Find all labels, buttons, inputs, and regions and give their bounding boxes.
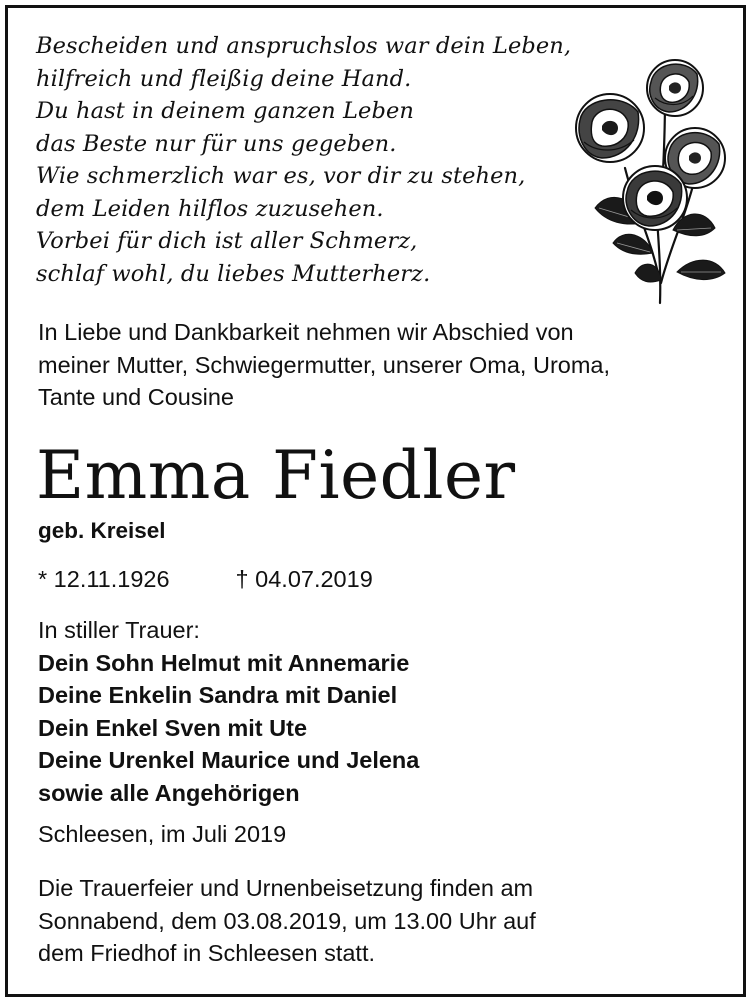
poem-line: dem Leiden hilflos zuzusehen.: [36, 195, 384, 222]
ceremony-line: dem Friedhof in Schleesen statt.: [38, 940, 376, 966]
farewell-intro: [38, 316, 718, 414]
ceremony-info: [38, 872, 718, 970]
maiden-name: geb. Kreisel: [38, 518, 166, 543]
poem-line: Vorbei für dich ist aller Schmerz,: [36, 228, 418, 254]
mourners-list: [38, 614, 419, 809]
mourner-entry: Deine Enkelin Sandra mit Daniel: [38, 682, 398, 708]
poem-line: schlaf wohl, du liebes Mutterherz.: [36, 260, 431, 287]
deceased-name: Emma Fiedler: [36, 437, 516, 514]
ceremony-line: Sonnabend, dem 03.08.2019, um 13.00 Uhr auf: [38, 907, 536, 934]
poem-line: Du hast in deinem ganzen Leben: [36, 98, 414, 124]
death-date: † 04.07.2019: [235, 566, 373, 592]
poem-line: hilfreich und fleißig deine Hand.: [36, 65, 412, 92]
mourner-entry: sowie alle Angehörigen: [38, 779, 300, 806]
intro-line: In Liebe und Dankbarkeit nehmen wir Abschied von: [38, 319, 574, 345]
intro-line: meiner Mutter, Schwiegermutter, unserer Oma, Uroma,: [38, 351, 611, 378]
ceremony-line: Die Trauerfeier und Urnenbeisetzung finden am: [38, 875, 534, 901]
mourners-lead: In stiller Trauer:: [38, 617, 200, 643]
poem-line: Wie schmerzlich war es, vor dir zu stehen,: [36, 163, 526, 189]
intro-line: Tante und Cousine: [38, 384, 234, 410]
place-and-date: Schleesen, im Juli 2019: [38, 821, 287, 847]
mourner-entry: Deine Urenkel Maurice und Jelena: [38, 747, 420, 773]
poem-line: Bescheiden und anspruchslos war dein Leben,: [36, 33, 572, 59]
birth-date: * 12.11.1926: [38, 566, 170, 592]
life-dates: [38, 563, 373, 595]
poem-line: das Beste nur für uns gegeben.: [36, 130, 397, 157]
mourner-entry: Dein Sohn Helmut mit Annemarie: [38, 649, 410, 676]
poem: [36, 30, 596, 290]
mourner-entry: Dein Enkel Sven mit Ute: [38, 714, 308, 741]
roses-illustration-icon: [565, 58, 735, 308]
